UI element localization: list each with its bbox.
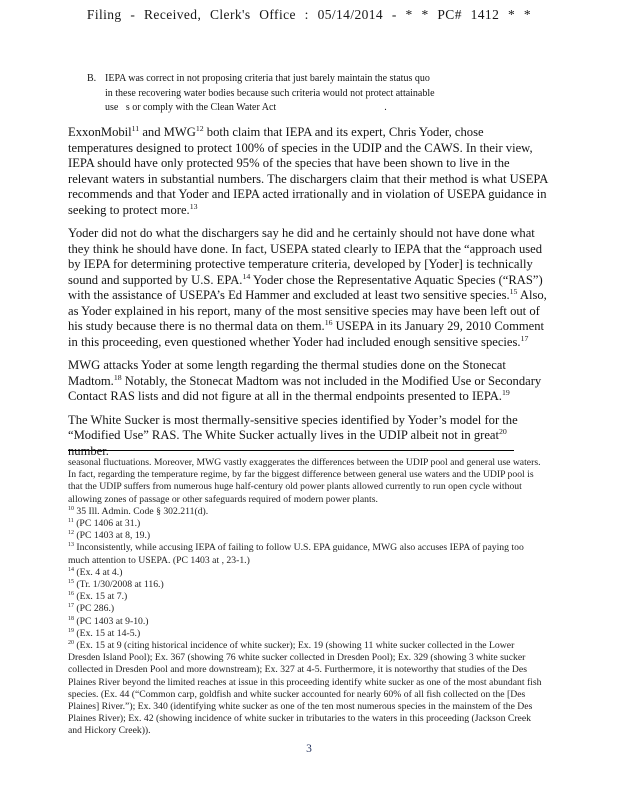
section-b-line: use s or comply with the Clean Water Act . <box>105 102 387 113</box>
footnote-text: (PC 1403 at 8, 19.) <box>76 530 151 542</box>
footnote-reference: 19 <box>501 387 510 397</box>
section-b-line: IEPA was correct in not proposing criteria that just barely maintain the status quo <box>105 73 430 84</box>
footnote-text: Inconsistently, while accusing IEPA of failing to follow U.S. EPA guidance, MWG also accuses IEPA of paying too much attention to USEPA. (PC 1403 at , 23-1.) <box>68 542 524 566</box>
footnote-item <box>68 603 547 615</box>
footnote-text: (PC 286.) <box>76 603 115 615</box>
footnote-text: (Tr. 1/30/2008 at 116.) <box>76 579 164 591</box>
footnotes <box>68 457 547 738</box>
footnote-text: (PC 1406 at 31.) <box>76 518 141 530</box>
footnote-number: 19 <box>68 627 74 634</box>
footnote-number: 15 <box>68 578 74 585</box>
footnote-item <box>68 518 547 530</box>
footnote-text: (PC 1403 at 9-10.) <box>76 615 149 627</box>
footnote-reference: 18 <box>113 372 122 382</box>
footnote-item <box>68 640 547 738</box>
body-paragraphs <box>68 125 548 467</box>
footnote-number: 20 <box>68 639 74 646</box>
footnote-text: (Ex. 15 at 9 (citing historical incidence of white sucker); Ex. 19 (showing 11 white sucker collected in the Lower Dresden Island Pool); Ex. 367 (showing 76 white sucker collected in Dresden Pool); Ex. 329 (showing 3 white sucker collected in Dresden Pool and more downstream); Ex. 327 at 4-5. Furthermore, it is noteworthy that studies of the Des Plaines River beyond the limited reaches at issue in this proceeding identify white sucker as one of the most abundant fish species. (Ex. 44 (“Common carp, goldfish and white sucker accounted for nearly 60% of all fish collected on the [Des Plaines] River.”); Ex. 340 (identifying white sucker as one of the ten most numerous species in the mainstem of the Des Plaines River); Ex. 42 (showing incidence of white sucker in tributaries to the waters in this proceeding (Jackson Creek and Hickory Creek)). <box>68 640 542 737</box>
footnote-item <box>68 567 547 579</box>
footnote-item <box>68 530 547 542</box>
section-b-heading <box>87 72 435 116</box>
footnote-number: 10 <box>68 505 74 512</box>
footnote-text: (Ex. 15 at 14-5.) <box>76 627 141 639</box>
section-b-lines <box>105 72 435 116</box>
footnote-number: 14 <box>68 566 74 573</box>
footnote-item <box>68 506 547 518</box>
footnote-separator <box>68 450 514 451</box>
footnote-number: 13 <box>68 542 74 549</box>
footnote-reference: 16 <box>324 317 333 327</box>
footnote-reference: 11 <box>131 123 140 133</box>
footnote-text: 35 Ill. Admin. Code § 302.211(d). <box>76 505 209 517</box>
footnote-continuation: seasonal fluctuations. Moreover, MWG vastly exaggerates the differences between the UDIP pool and general use waters. In fact, regarding the temperature regime, by far the biggest difference between general use waters and the UDIP pool is that the UDIP suffers from numerous huge half-century old power plants allowed currently to run open cycle without allowing zones of passage or other safeguards required of modern power plants. <box>68 457 541 505</box>
footnote-reference: 20 <box>499 426 507 436</box>
footnote-reference: 15 <box>509 286 518 296</box>
footnote-item <box>68 591 547 603</box>
footnote-reference: 13 <box>189 201 198 211</box>
footnote-item <box>68 579 547 591</box>
paragraph: The White Sucker is most thermally-sensitive species identified by Yoder’s model for the “Modified Use” RAS. The White Sucker actually lives in the UDIP albeit not in great$^{20}$ number. <box>68 412 518 458</box>
section-b-trailing-period: . <box>384 102 387 113</box>
footnote-reference: 17 <box>520 333 529 343</box>
footnote-number: 12 <box>68 529 74 536</box>
footnote-reference: 14 <box>242 271 251 281</box>
filing-stamp-header: Filing - Received, Clerk's Office : 05/14/2014 - * * PC# 1412 * * <box>86 7 532 22</box>
paragraph: MWG attacks Yoder at some length regarding the thermal studies done on the Stonecat Madtom.$^{18}$ Notably, the Stonecat Madtom was not included in the Modified Use or Secondary Contact RAS lists and did not figure at all in the thermal endpoints presented to IEPA.$^{19}$ <box>68 358 542 403</box>
footnote-number: 11 <box>68 517 74 524</box>
footnote-item <box>68 628 547 640</box>
footnote-number: 17 <box>68 603 74 610</box>
section-b-line: in these recovering water bodies because such criteria would not protect attainable <box>105 87 435 99</box>
footnote-item <box>68 542 547 566</box>
paragraph: ExxonMobil$^{11}$ and MWG$^{12}$ both claim that IEPA and its expert, Chris Yoder, chose temperatures designed to protect 100% of species in the UDIP and the CAWS. In their view, IEPA should have only protected 95% of the species that have been shown to live in the relevant waters in substantial numbers. The dischargers claim that their method is what USEPA recommends and that Yoder and IEPA acted irrationally and in violation of USEPA guidance in seeking to protect more.$^{13}$ <box>68 123 548 217</box>
footnote-number: 18 <box>68 615 74 622</box>
paragraph: Yoder did not do what the dischargers say he did and he certainly should not have done what they think he should have done. In fact, USEPA stated clearly to IEPA that the “approach used by IEPA for determining protective temperature criteria, developed by [Yoder] is technically sound and supported by U.S. EPA.$^{14}$ Yoder chose the Representative Aquatic Species (“RAS”) with the assistance of USEPA’s Ed Hammer and excluded at least two sensitive species.$^{15}$ Also, as Yoder explained in his report, many of the most sensitive species may have been left out of his study because there is no thermal data on them.$^{16}$ USEPA in its January 29, 2010 Comment in this proceeding, even questioned whether Yoder had included enough sensitive species.$^{17}$ <box>68 226 547 349</box>
footnotes-list <box>68 506 547 738</box>
section-b-label: B. <box>87 73 97 84</box>
footnote-text: (Ex. 4 at 4.) <box>76 566 123 578</box>
footnote-text: (Ex. 15 at 7.) <box>76 591 128 603</box>
footnote-number: 16 <box>68 591 74 597</box>
footnote-item <box>68 616 547 628</box>
footnote-reference: 12 <box>195 123 204 133</box>
page-number: 3 <box>306 743 312 755</box>
